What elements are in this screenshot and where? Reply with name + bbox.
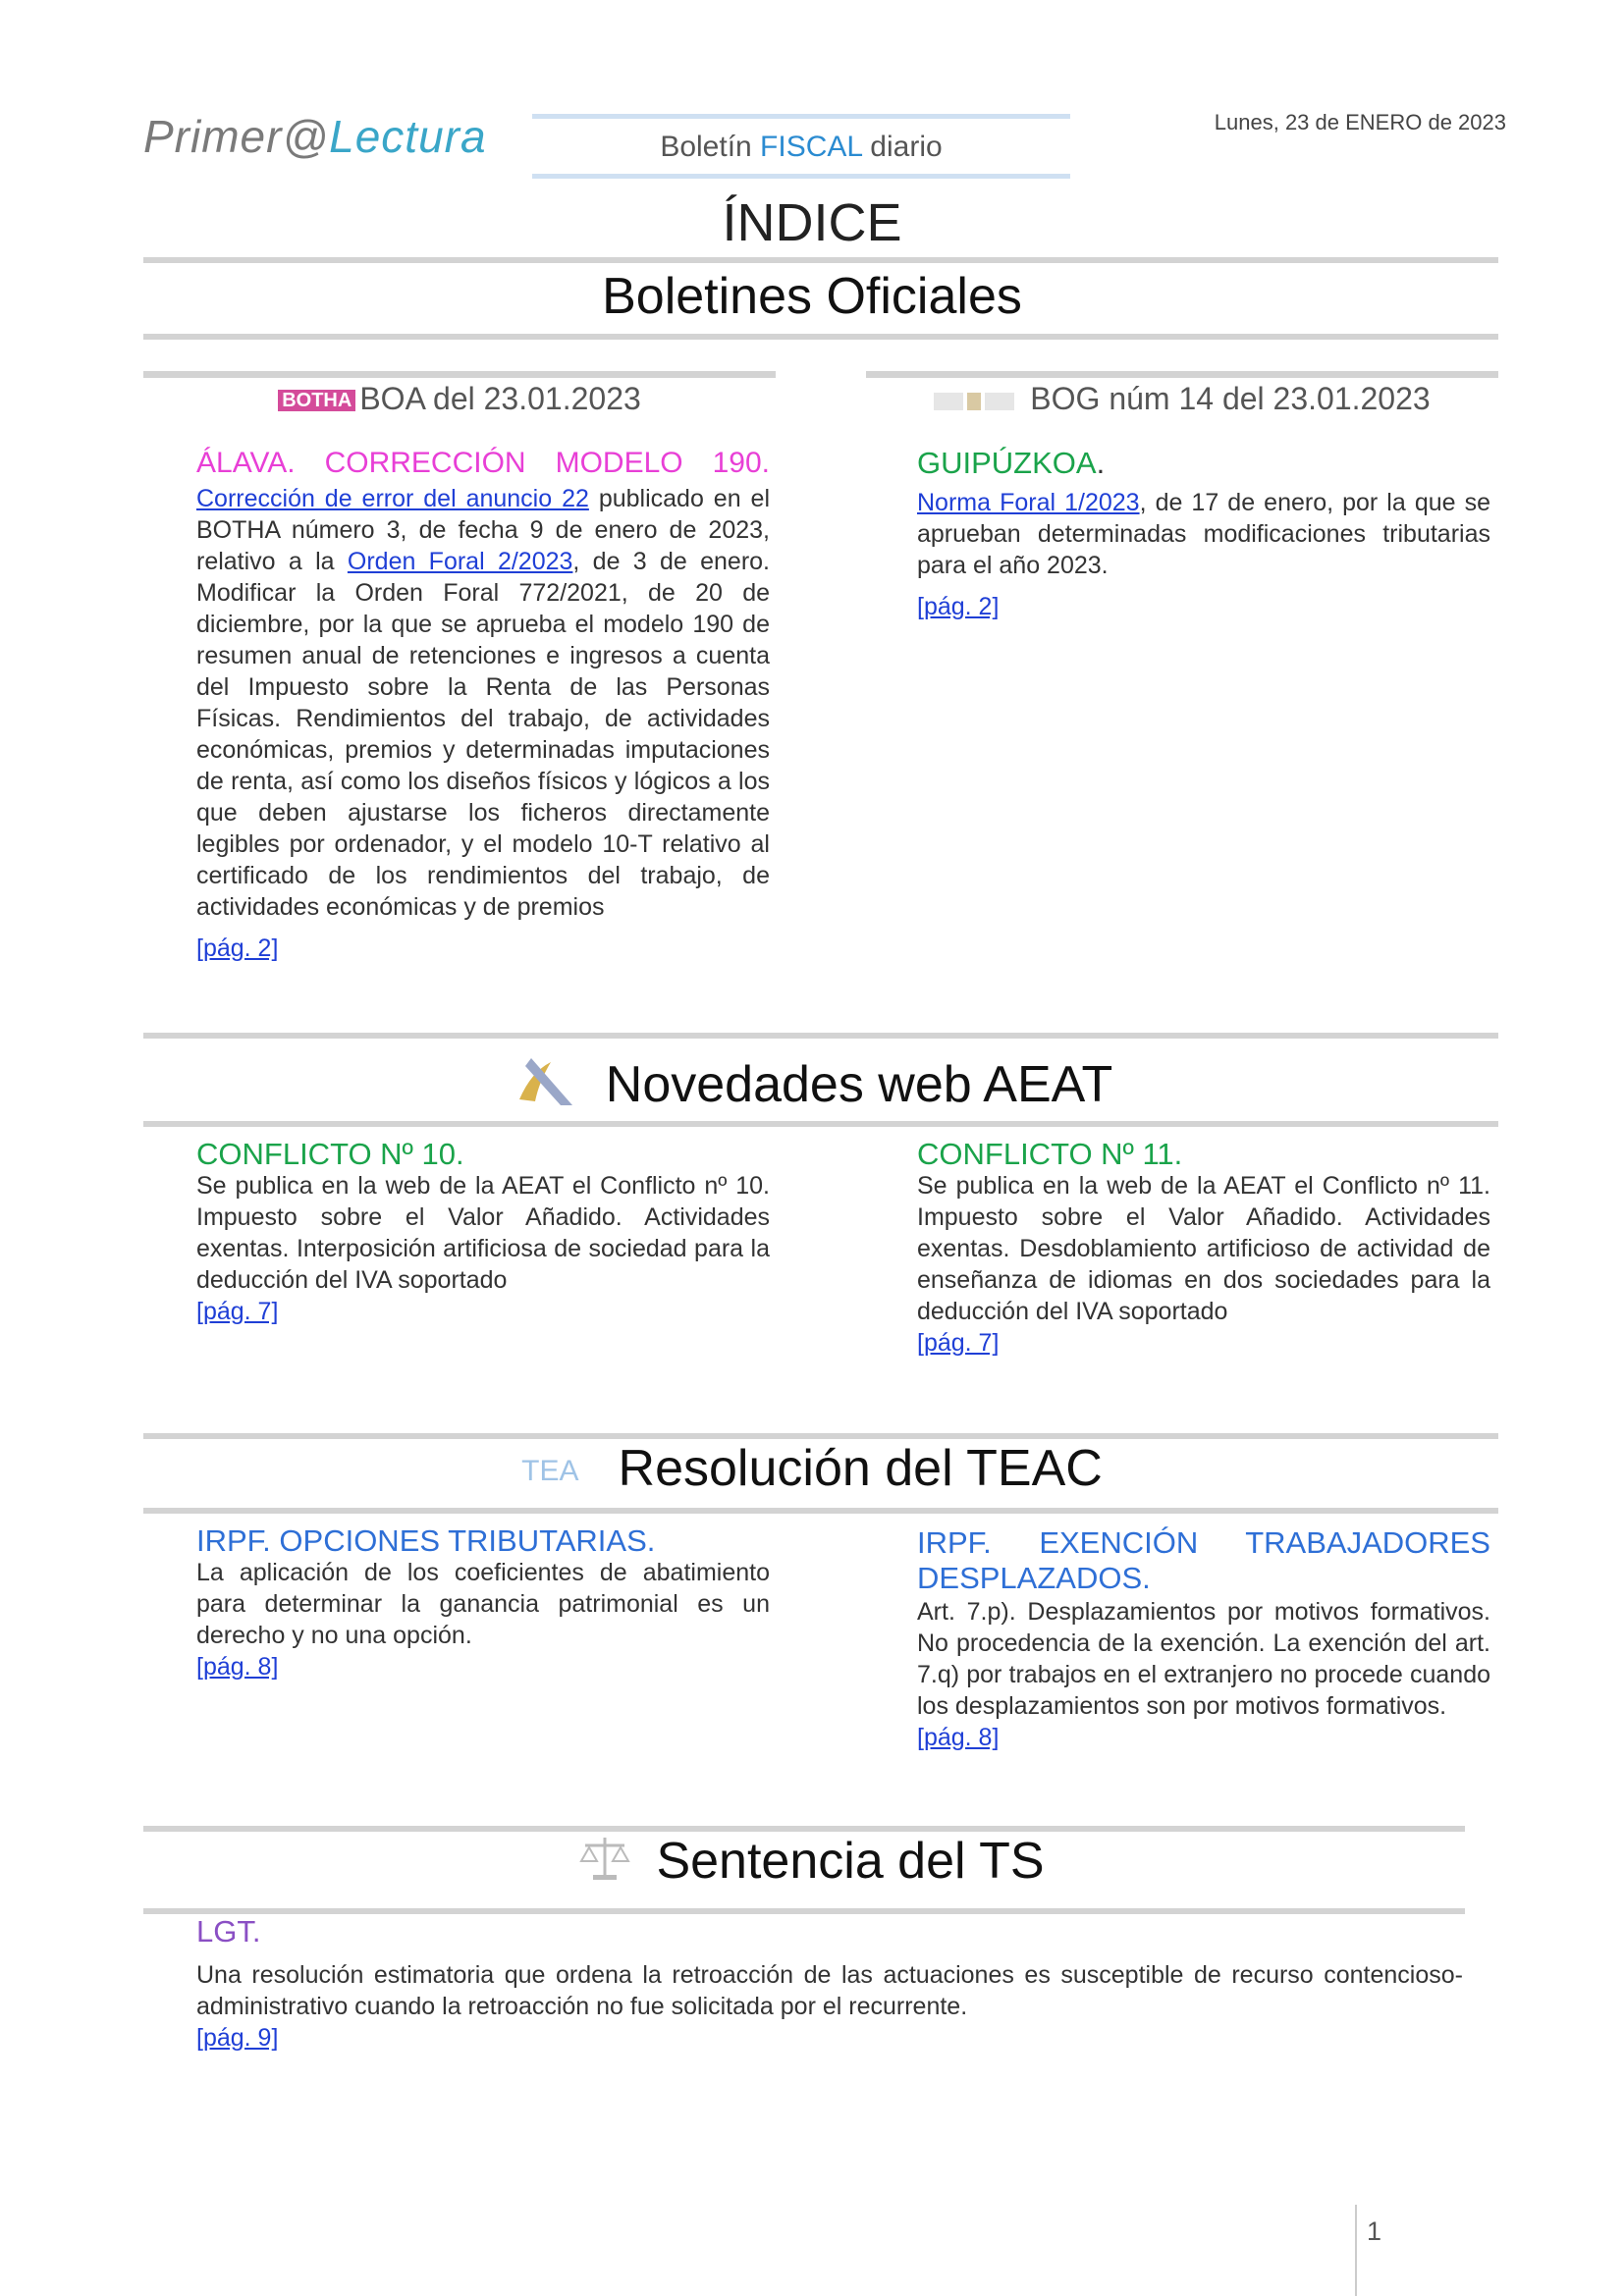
- orden-foral-link[interactable]: Orden Foral 2/2023: [347, 548, 573, 575]
- article-heading: IRPF. EXENCIÓN TRABAJADORES DESPLAZADOS.: [917, 1525, 1490, 1595]
- article-text: , de 3 de enero. Modificar la Orden Foral 772/2021, de 20 de diciembre, por la que se aprueba el modelo 190 de resumen anual de retenciones e ingresos a cuenta del Impuesto sobre la Renta de las Personas Físicas. Rendimientos del trabajo, de actividades económicas, premios y determinadas imputaciones de renta, así como los diseños físicos y lógicos a los que deben ajustarse los ficheros directamente legibles por ordenador, y el modelo 10-T relativo al certificado de los rendimientos del trabajo, de actividades económicas y de premios: [196, 548, 771, 921]
- page-link[interactable]: [pág. 2]: [917, 593, 1000, 620]
- section-title-teac: [0, 1439, 1624, 1498]
- article-text: La aplicación de los coeficientes de abatimiento para determinar la ganancia patrimonial es un derecho y no una opción.: [196, 1559, 770, 1649]
- article-text: Se publica en la web de la AEAT el Conflicto nº 10. Impuesto sobre el Valor Añadido. Actividades exentas. Interposición artificiosa de sociedad para la deducción del IVA soportado: [196, 1172, 770, 1294]
- bog-header: [866, 381, 1498, 417]
- page-link[interactable]: [pág. 7]: [196, 1298, 279, 1325]
- conflicto-10-article: [196, 1139, 770, 1327]
- article-text: Una resolución estimatoria que ordena la retroacción de las actuaciones es susceptible de recurso contencioso-administrativo cuando la retroacción no fue solicitada por el recurrente.: [196, 1961, 1463, 2020]
- index-title: ÍNDICE: [722, 193, 902, 252]
- article-heading: CONFLICTO Nº 10.: [196, 1137, 464, 1171]
- divider: [143, 1908, 1465, 1914]
- logo-primer: Primer@: [143, 111, 330, 162]
- conflicto-11-article: [917, 1139, 1490, 1359]
- bog-logo-icon: [934, 391, 1016, 412]
- brand-logo: [143, 110, 487, 163]
- bulletin-fiscal: FISCAL: [760, 131, 862, 163]
- article-heading: IRPF. OPCIONES TRIBUTARIAS.: [196, 1523, 656, 1558]
- divider: [143, 334, 1498, 340]
- divider: [143, 1033, 1498, 1039]
- page-number-bar: [1355, 2205, 1357, 2296]
- article-heading: GUIPÚZKOA.: [917, 446, 1106, 480]
- page-link[interactable]: [pág. 7]: [917, 1329, 1000, 1357]
- article-heading: LGT.: [196, 1914, 261, 1949]
- page-link[interactable]: [pág. 9]: [196, 2024, 279, 2052]
- section-title-boletines: Boletines Oficiales: [602, 268, 1022, 325]
- bulletin-prefix: Boletín: [660, 131, 761, 163]
- boa-header: [143, 381, 776, 417]
- norma-foral-link[interactable]: Norma Foral 1/2023: [917, 489, 1140, 516]
- article-text: Art. 7.p). Desplazamientos por motivos formativos. No procedencia de la exención. La exención del art. 7.q) por trabajos en el extranjero no procede cuando los desplazamientos son por motivos formativos.: [917, 1598, 1490, 1720]
- divider: [866, 371, 1498, 378]
- divider: [143, 371, 776, 378]
- teac-title: Resolución del TEAC: [618, 1440, 1103, 1497]
- teac-right-article: [917, 1525, 1490, 1753]
- ts-title: Sentencia del TS: [656, 1833, 1045, 1890]
- article-text: Se publica en la web de la AEAT el Conflicto nº 11. Impuesto sobre el Valor Añadido. Actividades exentas. Desdoblamiento artificioso de actividad de enseñanza de idiomas en dos sociedades para la deducción del IVA soportado: [917, 1172, 1490, 1325]
- section-title-aeat: [0, 1052, 1624, 1124]
- bog-article: [917, 448, 1490, 622]
- bulletin-title: [532, 114, 1070, 179]
- divider: [143, 1121, 1498, 1127]
- divider: [143, 257, 1498, 263]
- bulletin-suffix: diario: [861, 131, 943, 163]
- tea-logo-icon: TEA: [521, 1455, 579, 1488]
- bog-source: BOG núm 14 del 23.01.2023: [1030, 381, 1431, 416]
- article-heading: ÁLAVA. CORRECCIÓN MODELO 190.: [196, 447, 770, 479]
- scales-icon: [579, 1834, 630, 1896]
- teac-left-article: [196, 1525, 770, 1682]
- page-link[interactable]: [pág. 2]: [196, 934, 279, 962]
- boa-source: BOA del 23.01.2023: [359, 381, 641, 416]
- issue-date: Lunes, 23 de ENERO de 2023: [1214, 110, 1506, 134]
- boa-article: [196, 448, 770, 964]
- article-heading: CONFLICTO Nº 11.: [917, 1137, 1183, 1171]
- article-text: , de 17 de enero, por la que se aprueban determinadas modificaciones tributarias para el año 2023.: [917, 489, 1491, 579]
- logo-lectura: Lectura: [329, 111, 487, 162]
- page-link[interactable]: [pág. 8]: [917, 1724, 1000, 1751]
- page-number: 1: [1367, 2216, 1382, 2246]
- ts-article: [196, 1916, 1463, 2054]
- divider: [143, 1508, 1498, 1514]
- article-text: publicado en el BOTHA número 3, de fecha 9 de enero de 2023, relativo a la: [196, 485, 770, 575]
- botha-badge: BOTHA: [278, 390, 355, 411]
- correction-link[interactable]: Corrección de error del anuncio 22: [196, 485, 589, 512]
- section-title-ts: [0, 1832, 1624, 1896]
- aeat-logo-icon: [512, 1052, 580, 1124]
- aeat-title: Novedades web AEAT: [605, 1056, 1113, 1114]
- page-link[interactable]: [pág. 8]: [196, 1653, 279, 1681]
